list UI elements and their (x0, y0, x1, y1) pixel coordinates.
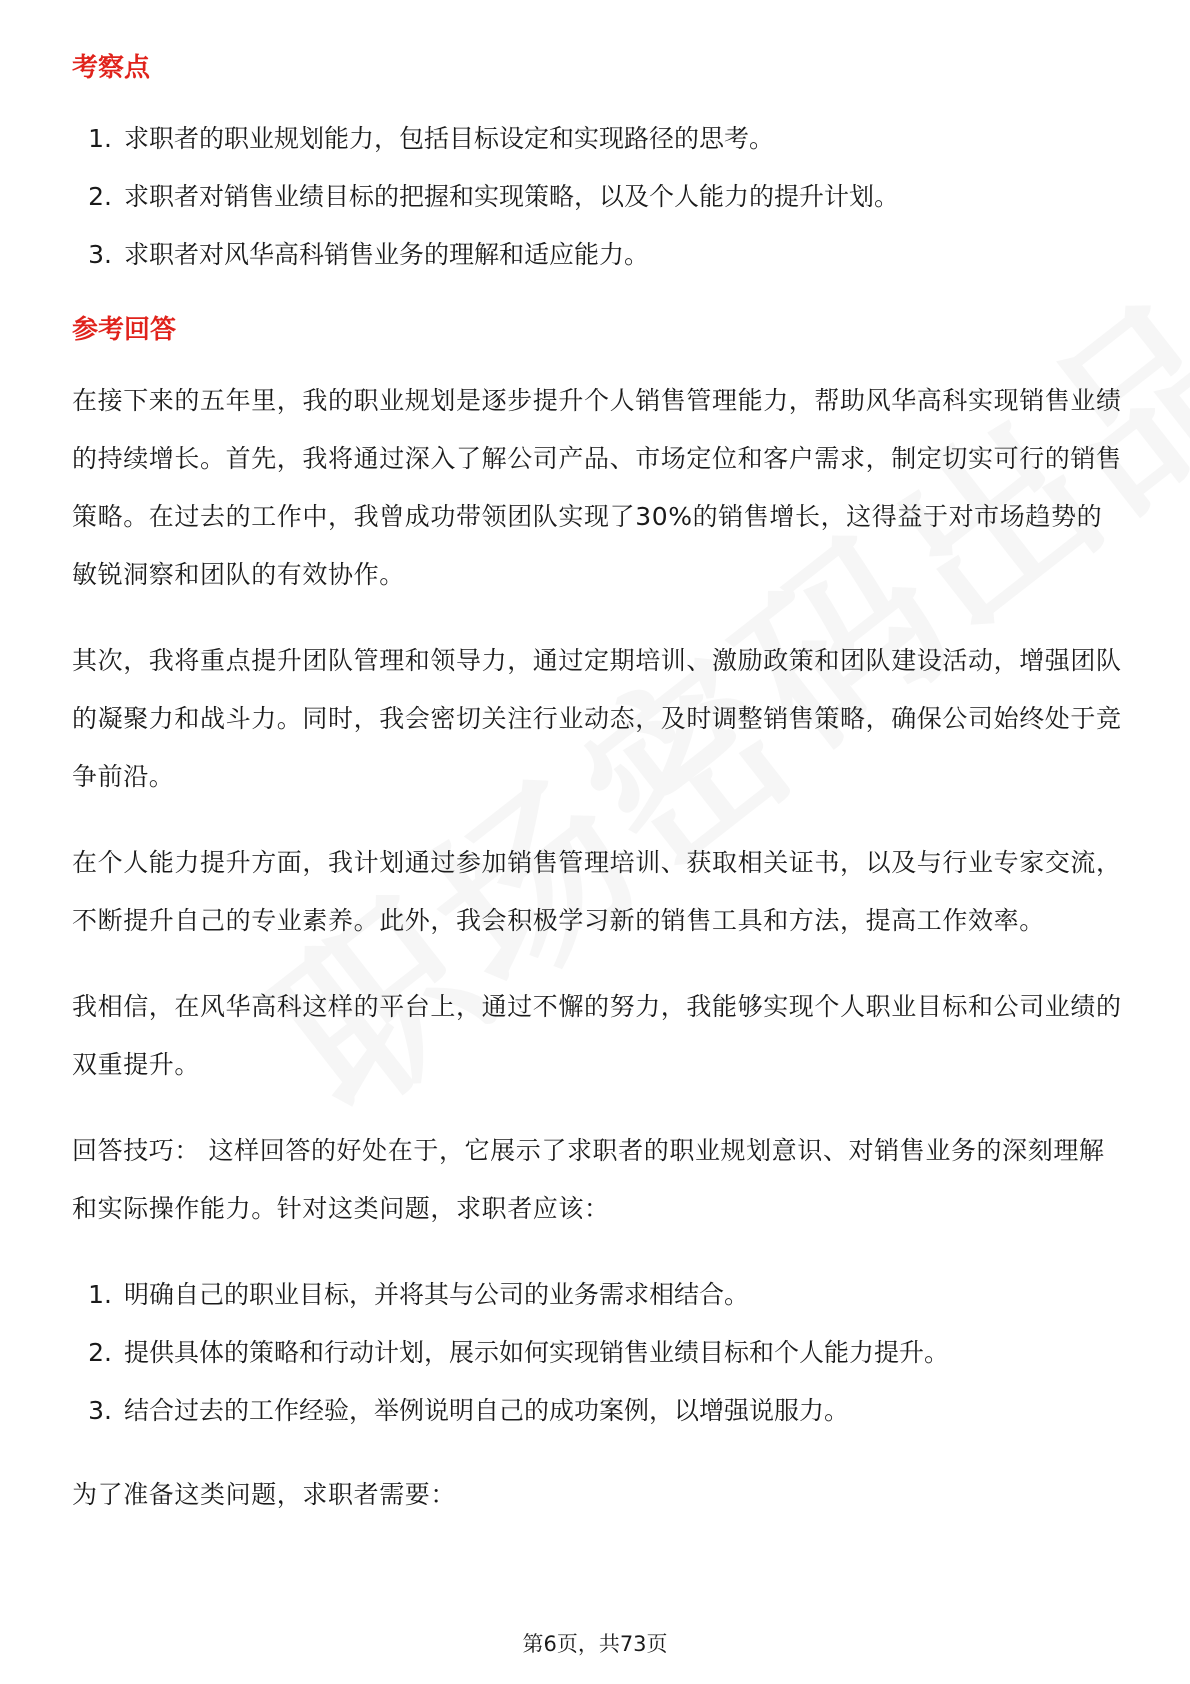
tips-paragraph: 回答技巧： 这样回答的好处在于，它展示了求职者的职业规划意识、对销售业务的深刻理解和实际操作能力。针对这类问题，求职者应该： (72, 1136, 1105, 1223)
page-footer: 第6页，共73页 (522, 1632, 668, 1656)
list-number: 2. (88, 182, 112, 211)
list-item (72, 110, 1122, 168)
answer-heading: 参考回答 (72, 315, 177, 345)
list-number: 2. (88, 1338, 112, 1367)
list-number: 3. (88, 1396, 112, 1425)
tips-list (72, 1266, 1122, 1440)
list-text: 结合过去的工作经验，举例说明自己的成功案例，以增强说服力。 (124, 1396, 850, 1425)
answer-paragraph: 在个人能力提升方面，我计划通过参加销售管理培训、获取相关证书，以及与行业专家交流，不断提升自己的专业素养。此外，我会积极学习新的销售工具和方法，提高工作效率。 (72, 848, 1122, 935)
list-item (72, 168, 1122, 226)
list-item (72, 226, 1122, 284)
list-text: 求职者对销售业绩目标的把握和实现策略，以及个人能力的提升计划。 (124, 182, 900, 211)
list-text: 明确自己的职业目标，并将其与公司的业务需求相结合。 (124, 1280, 750, 1309)
list-item (72, 1324, 1122, 1382)
list-number: 1. (88, 1280, 112, 1309)
list-text: 提供具体的策略和行动计划，展示如何实现销售业绩目标和个人能力提升。 (124, 1338, 950, 1367)
answer-paragraph: 我相信，在风华高科这样的平台上，通过不懈的努力，我能够实现个人职业目标和公司业绩的双重提升。 (72, 992, 1122, 1079)
focus-heading: 考察点 (72, 53, 151, 83)
list-text: 求职者对风华高科销售业务的理解和适应能力。 (124, 240, 650, 269)
list-item (72, 1382, 1122, 1440)
list-number: 3. (88, 240, 112, 269)
prepare-paragraph: 为了准备这类问题，求职者需要： (72, 1480, 457, 1509)
page-content (72, 48, 1122, 1552)
answer-paragraph: 在接下来的五年里，我的职业规划是逐步提升个人销售管理能力，帮助风华高科实现销售业绩的持续增长。首先，我将通过深入了解公司产品、市场定位和客户需求，制定切实可行的销售策略。在过去的工作中，我曾成功带领团队实现了30%的销售增长，这得益于对市场趋势的敏锐洞察和团队的有效协作。 (72, 386, 1122, 589)
list-text: 求职者的职业规划能力，包括目标设定和实现路径的思考。 (124, 124, 775, 153)
focus-list (72, 110, 1122, 284)
answer-paragraph: 其次，我将重点提升团队管理和领导力，通过定期培训、激励政策和团队建设活动，增强团队的凝聚力和战斗力。同时，我会密切关注行业动态，及时调整销售策略，确保公司始终处于竞争前沿。 (72, 646, 1122, 791)
list-item (72, 1266, 1122, 1324)
list-number: 1. (88, 124, 112, 153)
